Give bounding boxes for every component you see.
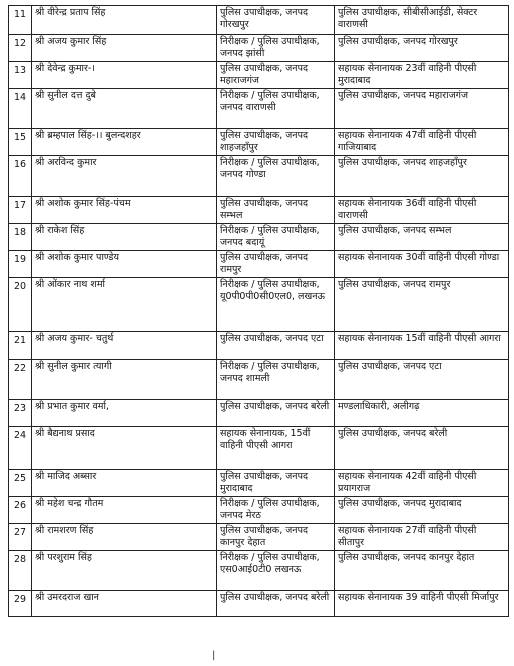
officer-name: श्री परशुराम सिंह bbox=[32, 551, 217, 591]
current-posting: पुलिस उपाधीक्षक, जनपद बरेली bbox=[217, 400, 335, 427]
table-row bbox=[9, 224, 509, 251]
serial-number: 12 bbox=[9, 35, 32, 62]
new-posting: सहायक सेनानायक 30वीं वाहिनी पीएसी गोण्डा bbox=[335, 251, 509, 278]
page-mark: | bbox=[212, 650, 216, 661]
officer-name: श्री बैद्यनाथ प्रसाद bbox=[32, 427, 217, 470]
officer-name: श्री रामशरण सिंह bbox=[32, 524, 217, 551]
serial-number: 21 bbox=[9, 332, 32, 360]
current-posting: पुलिस उपाधीक्षक, जनपद रामपुर bbox=[217, 251, 335, 278]
table-row bbox=[9, 197, 509, 224]
table-row bbox=[9, 332, 509, 360]
officer-name: श्री अशोक कुमार सिंह-पंचम bbox=[32, 197, 217, 224]
table-row bbox=[9, 156, 509, 197]
serial-number: 27 bbox=[9, 524, 32, 551]
new-posting: सहायक सेनानायक 47वीं वाहिनी पीएसी गाजियाबाद bbox=[335, 129, 509, 156]
current-posting: निरीक्षक / पुलिस उपाधीक्षक, एस0आई0टी0 लखनऊ bbox=[217, 551, 335, 591]
current-posting: निरीक्षक / पुलिस उपाधीक्षक, जनपद शामली bbox=[217, 360, 335, 400]
table-row bbox=[9, 278, 509, 332]
new-posting: पुलिस उपाधीक्षक, जनपद शाहजहाँपुर bbox=[335, 156, 509, 197]
officer-name: श्री अजय कुमार- चतुर्थ bbox=[32, 332, 217, 360]
serial-number: 28 bbox=[9, 551, 32, 591]
current-posting: पुलिस उपाधीक्षक, जनपद एटा bbox=[217, 332, 335, 360]
table-row bbox=[9, 62, 509, 89]
new-posting: पुलिस उपाधीक्षक, जनपद कानपुर देहात bbox=[335, 551, 509, 591]
serial-number: 25 bbox=[9, 470, 32, 497]
table-row bbox=[9, 89, 509, 129]
new-posting: सहायक सेनानायक 42वीं वाहिनी पीएसी प्रयागराज bbox=[335, 470, 509, 497]
serial-number: 16 bbox=[9, 156, 32, 197]
current-posting: सहायक सेनानायक, 15वीं वाहिनी पीएसी आगरा bbox=[217, 427, 335, 470]
table-row bbox=[9, 470, 509, 497]
new-posting: पुलिस उपाधीक्षक, जनपद रामपुर bbox=[335, 278, 509, 332]
serial-number: 18 bbox=[9, 224, 32, 251]
table-row bbox=[9, 129, 509, 156]
officer-name: श्री ब्रम्हपाल सिंह-।। बुलन्दशहर bbox=[32, 129, 217, 156]
transfer-table-body bbox=[9, 6, 509, 617]
new-posting: पुलिस उपाधीक्षक, जनपद महाराजगंज bbox=[335, 89, 509, 129]
new-posting: सहायक सेनानायक 39 वाहिनी पीएसी मिर्जापुर bbox=[335, 591, 509, 617]
new-posting: पुलिस उपाधीक्षक, जनपद मुरादाबाद bbox=[335, 497, 509, 524]
current-posting: निरीक्षक / पुलिस उपाधीक्षक, जनपद गोण्डा bbox=[217, 156, 335, 197]
table-row bbox=[9, 400, 509, 427]
current-posting: निरीक्षक / पुलिस उपाधीक्षक, जनपद मेरठ bbox=[217, 497, 335, 524]
new-posting: पुलिस उपाधीक्षक, जनपद गोरखपुर bbox=[335, 35, 509, 62]
serial-number: 19 bbox=[9, 251, 32, 278]
officer-name: श्री सुनील कुमार त्यागी bbox=[32, 360, 217, 400]
table-row bbox=[9, 251, 509, 278]
table-row bbox=[9, 591, 509, 617]
current-posting: पुलिस उपाधीक्षक, जनपद कानपुर देहात bbox=[217, 524, 335, 551]
officer-name: श्री अरविन्द कुमार bbox=[32, 156, 217, 197]
table-row bbox=[9, 524, 509, 551]
table-row bbox=[9, 6, 509, 35]
officer-name: श्री देवेन्द्र कुमार-। bbox=[32, 62, 217, 89]
officer-name: श्री अजय कुमार सिंह bbox=[32, 35, 217, 62]
current-posting: पुलिस उपाधीक्षक, जनपद गोरखपुर bbox=[217, 6, 335, 35]
serial-number: 17 bbox=[9, 197, 32, 224]
serial-number: 20 bbox=[9, 278, 32, 332]
current-posting: पुलिस उपाधीक्षक, जनपद बरेली bbox=[217, 591, 335, 617]
new-posting: मण्डलाधिकारी, अलीगढ़ bbox=[335, 400, 509, 427]
officer-name: श्री उमरदराज खान bbox=[32, 591, 217, 617]
serial-number: 14 bbox=[9, 89, 32, 129]
current-posting: पुलिस उपाधीक्षक, जनपद शाहजहाँपुर bbox=[217, 129, 335, 156]
officer-name: श्री राकेश सिंह bbox=[32, 224, 217, 251]
new-posting: सहायक सेनानायक 36वीं वाहिनी पीएसी वाराणसी bbox=[335, 197, 509, 224]
current-posting: निरीक्षक / पुलिस उपाधीक्षक, जनपद बदायूं bbox=[217, 224, 335, 251]
table-row bbox=[9, 551, 509, 591]
current-posting: निरीक्षक / पुलिस उपाधीक्षक, जनपद वाराणसी bbox=[217, 89, 335, 129]
table-row bbox=[9, 360, 509, 400]
officer-name: श्री महेश चन्द्र गौतम bbox=[32, 497, 217, 524]
serial-number: 26 bbox=[9, 497, 32, 524]
serial-number: 15 bbox=[9, 129, 32, 156]
current-posting: निरीक्षक / पुलिस उपाधीक्षक, जनपद झांसी bbox=[217, 35, 335, 62]
officer-name: श्री प्रभात कुमार वर्मा, bbox=[32, 400, 217, 427]
officer-name: श्री अशोक कुमार पाण्डेय bbox=[32, 251, 217, 278]
new-posting: पुलिस उपाधीक्षक, जनपद सम्भल bbox=[335, 224, 509, 251]
new-posting: सहायक सेनानायक 23वीं वाहिनी पीएसी मुरादाबाद bbox=[335, 62, 509, 89]
transfer-table bbox=[8, 5, 509, 617]
serial-number: 29 bbox=[9, 591, 32, 617]
current-posting: निरीक्षक / पुलिस उपाधीक्षक, यू0पी0पी0सी0एल0, लखनऊ bbox=[217, 278, 335, 332]
serial-number: 22 bbox=[9, 360, 32, 400]
new-posting: पुलिस उपाधीक्षक, जनपद बरेली bbox=[335, 427, 509, 470]
current-posting: पुलिस उपाधीक्षक, जनपद महाराजगंज bbox=[217, 62, 335, 89]
serial-number: 13 bbox=[9, 62, 32, 89]
new-posting: सहायक सेनानायक 27वीं वाहिनी पीएसी सीतापुर bbox=[335, 524, 509, 551]
table-row bbox=[9, 497, 509, 524]
serial-number: 24 bbox=[9, 427, 32, 470]
officer-name: श्री सुनील दत्त दुबे bbox=[32, 89, 217, 129]
current-posting: पुलिस उपाधीक्षक, जनपद सम्भल bbox=[217, 197, 335, 224]
serial-number: 23 bbox=[9, 400, 32, 427]
table-row bbox=[9, 427, 509, 470]
table-row bbox=[9, 35, 509, 62]
current-posting: पुलिस उपाधीक्षक, जनपद मुरादाबाद bbox=[217, 470, 335, 497]
serial-number: 11 bbox=[9, 6, 32, 35]
officer-name: श्री ओंकार नाथ शर्मा bbox=[32, 278, 217, 332]
new-posting: सहायक सेनानायक 15वीं वाहिनी पीएसी आगरा bbox=[335, 332, 509, 360]
officer-name: श्री माजिद अब्सार bbox=[32, 470, 217, 497]
new-posting: पुलिस उपाधीक्षक, जनपद एटा bbox=[335, 360, 509, 400]
new-posting: पुलिस उपाधीक्षक, सीबीसीआईडी, सेक्टर वाराणसी bbox=[335, 6, 509, 35]
officer-name: श्री वीरेन्द्र प्रताप सिंह bbox=[32, 6, 217, 35]
